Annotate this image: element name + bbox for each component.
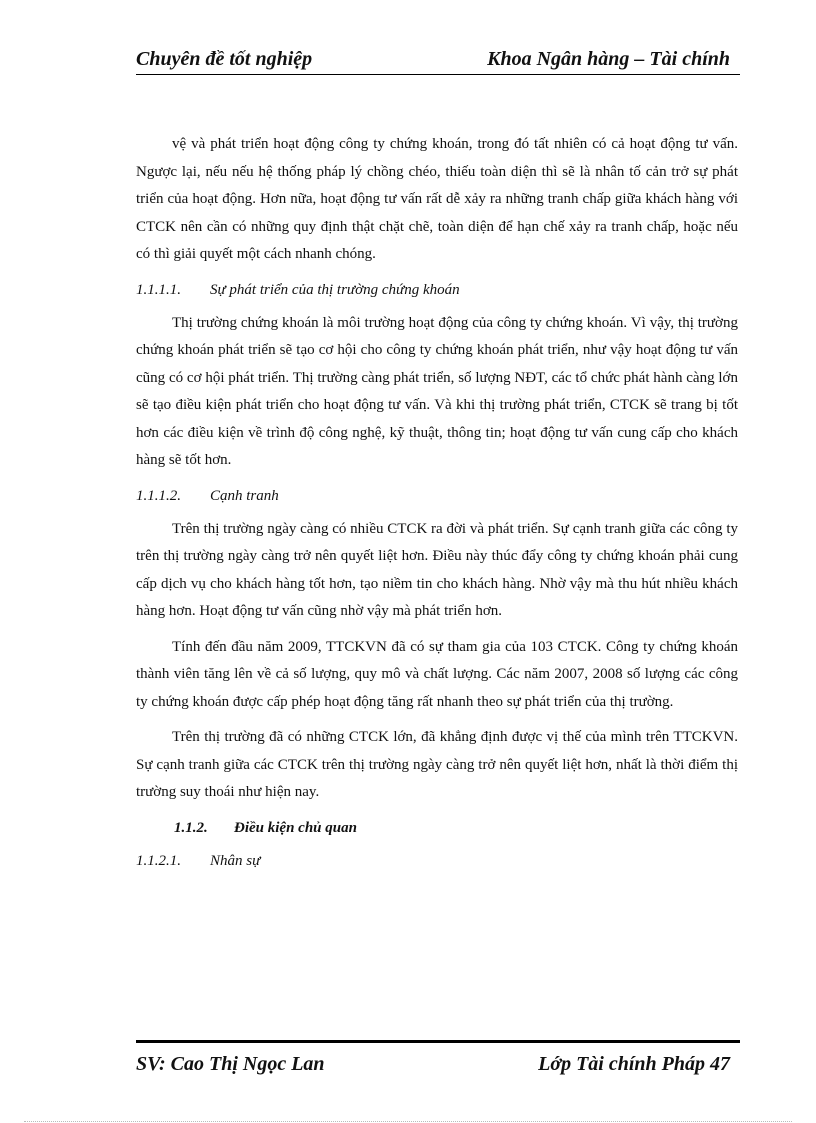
heading-number: 1.1.1.2. xyxy=(136,487,181,504)
paragraph-competition: Trên thị trường ngày càng có nhiều CTCK ra đời và phát triển. Sự cạnh tranh giữa các công ty trên thị trường ngày càng trở nên quyết liệt hơn. Điều này thúc đẩy công ty chứng khoán phải cung cấp dịch vụ cho khách hàng tốt hơn, tạo niềm tin cho khách hàng. Nhờ vậy mà thu hút nhiều khách hàng hơn. Hoạt động tư vấn cũng nhờ vậy mà phát triển hơn. xyxy=(136,520,738,619)
heading-title: Nhân sự xyxy=(210,852,261,869)
footer-class-name: Lớp Tài chính Pháp 47 xyxy=(538,1053,730,1075)
paragraph-market-development: Thị trường chứng khoán là môi trường hoạt động của công ty chứng khoán. Vì vậy, thị trường chứng khoán phát triển sẽ tạo cơ hội cho công ty chứng khoán phát triển, như vậy hoạt động tư vấn cũng có cơ hội phát triển. Thị trường càng phát triển, số lượng NĐT, các tổ chức phát hành càng lớn sẽ tạo điều kiện phát triển cho hoạt động tư vấn. Và khi thị trường phát triển, CTCK sẽ trang bị tốt hơn các điều kiện về trình độ công nghệ, kỹ thuật, thông tin; hoạt động tư vấn cung cấp cho khách hàng sẽ tốt hơn. xyxy=(136,314,738,468)
paragraph-legal-framework: vệ và phát triển hoạt động công ty chứng khoán, trong đó tất nhiên có cả hoạt động tư vấn. Ngược lại, nếu nếu hệ thống pháp lý chồng chéo, thiếu toàn diện thì sẽ là nhân tố cản trở sự phát triển của hoạt động. Hơn nữa, hoạt động tư vấn rất dễ xảy ra những tranh chấp giữa khách hàng với CTCK nên cần có những quy định thật chặt chẽ, toàn diện để hạn chế xảy ra tranh chấp, hoặc nếu có thì giải quyết một cách nhanh chóng. xyxy=(136,136,738,262)
footer-student-name: SV: Cao Thị Ngọc Lan xyxy=(136,1053,325,1075)
heading-number: 1.1.2. xyxy=(174,819,208,836)
header-faculty: Khoa Ngân hàng – Tài chính xyxy=(487,48,730,70)
paragraph-market-leaders: Trên thị trường đã có những CTCK lớn, đã khẳng định được vị thế của mình trên TTCKVN. Sự cạnh tranh giữa các CTCK trên thị trường ngày càng trở nên quyết liệt hơn, nhất là thời điểm thị trường suy thoái như hiện nay. xyxy=(136,729,738,800)
heading-1-1-2 xyxy=(174,815,738,842)
heading-1-1-2-1 xyxy=(136,848,738,875)
paragraph-2009-statistics: Tính đến đầu năm 2009, TTCKVN đã có sự tham gia của 103 CTCK. Công ty chứng khoán thành viên tăng lên về cả số lượng, quy mô và chất lượng. Các năm 2007, 2008 số lượng các công ty chứng khoán được cấp phép hoạt động tăng rất nhanh theo sự phát triển của thị trường. xyxy=(136,638,738,710)
heading-title: Cạnh tranh xyxy=(210,487,279,504)
heading-number: 1.1.2.1. xyxy=(136,852,181,869)
page-footer xyxy=(136,1040,740,1075)
page-header xyxy=(136,48,740,75)
heading-number: 1.1.1.1. xyxy=(136,281,181,298)
heading-title: Điều kiện chủ quan xyxy=(234,819,357,836)
page-bottom-divider xyxy=(24,1121,792,1122)
header-document-type: Chuyên đề tốt nghiệp xyxy=(136,48,313,70)
page-body xyxy=(136,131,738,881)
heading-title: Sự phát triển của thị trường chứng khoán xyxy=(210,281,460,298)
heading-1-1-1-2 xyxy=(136,483,738,510)
heading-1-1-1-1 xyxy=(136,277,738,304)
